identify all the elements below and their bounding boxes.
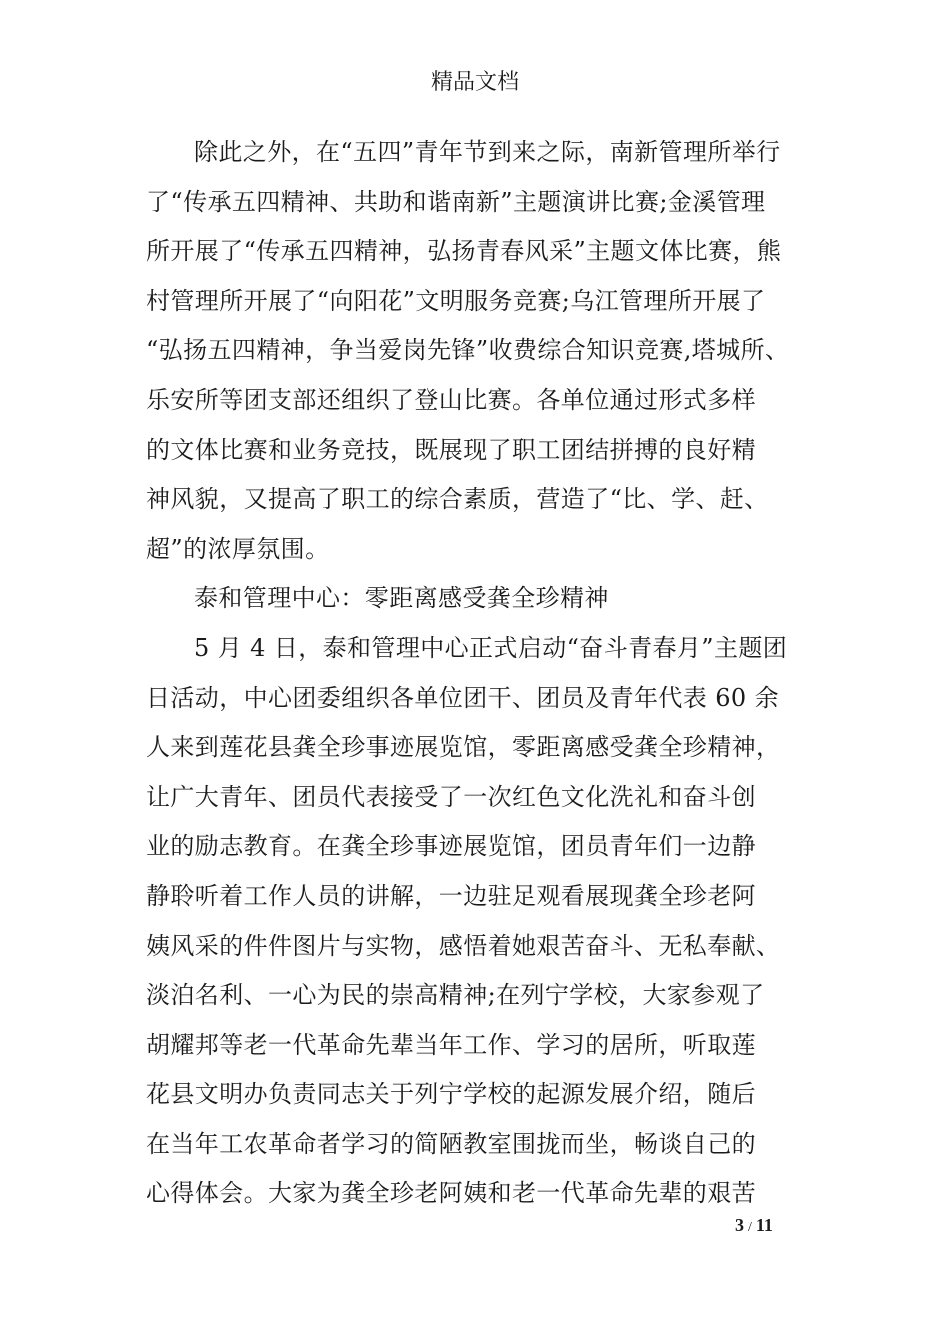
text-line: 乐安所等团支部还组织了登山比赛。各单位通过形式多样 [146,385,756,414]
text-line: 所开展了“传承五四精神，弘扬青春风采”主题文体比赛，熊 [146,237,782,266]
total-pages: 11 [755,1215,773,1235]
text-line: 人来到莲花县龚全珍事迹展览馆，零距离感受龚全珍精神， [146,733,781,762]
current-page: 3 [735,1215,744,1235]
text-line: 了“传承五四精神、共助和谐南新”主题演讲比赛;金溪管理 [146,187,766,216]
page-number [735,1215,773,1236]
text-line: 静聆听着工作人员的讲解，一边驻足观看展现龚全珍老阿 [146,881,756,910]
page-separator: / [748,1220,752,1235]
document-body [146,128,806,1219]
text-line: 的文体比赛和业务竞技，既展现了职工团结拼搏的良好精 [146,435,756,464]
text-line: 5 月 4 日，泰和管理中心正式启动“奋斗青春月”主题团 [194,633,788,662]
text-line: 胡耀邦等老一代革命先辈当年工作、学习的居所，听取莲 [146,1030,756,1059]
text-line: 业的励志教育。在龚全珍事迹展览馆，团员青年们一边静 [146,832,756,861]
text-line: 在当年工农革命者学习的简陋教室围拢而坐，畅谈自己的 [146,1129,756,1158]
text-line: 神风貌，又提高了职工的综合素质，营造了“比、学、赶、 [146,485,769,514]
text-line: 除此之外，在“五四”青年节到来之际，南新管理所举行 [194,138,781,166]
text-line: “弘扬五四精神，争当爱岗先锋”收费综合知识竞赛,塔城所、 [146,336,790,365]
text-line: 姨风采的件件图片与实物，感悟着她艰苦奋斗、无私奉献、 [146,931,781,960]
text-line: 日活动，中心团委组织各单位团干、团员及青年代表 60 余 [146,683,779,712]
text-line: 淡泊名利、一心为民的崇高精神;在列宁学校，大家参观了 [146,981,765,1010]
text-line: 超”的浓厚氛围。 [146,534,330,563]
text-line: 花县文明办负责同志关于列宁学校的起源发展介绍，随后 [146,1080,756,1109]
section-heading: 泰和管理中心：零距离感受龚全珍精神 [194,584,609,613]
text-line: 让广大青年、团员代表接受了一次红色文化洗礼和奋斗创 [146,782,756,811]
page-header: 精品文档 [430,70,519,95]
text-line: 村管理所开展了“向阳花”文明服务竞赛;乌江管理所开展了 [146,286,766,315]
text-line: 心得体会。大家为龚全珍老阿姨和老一代革命先辈的艰苦 [146,1179,756,1208]
